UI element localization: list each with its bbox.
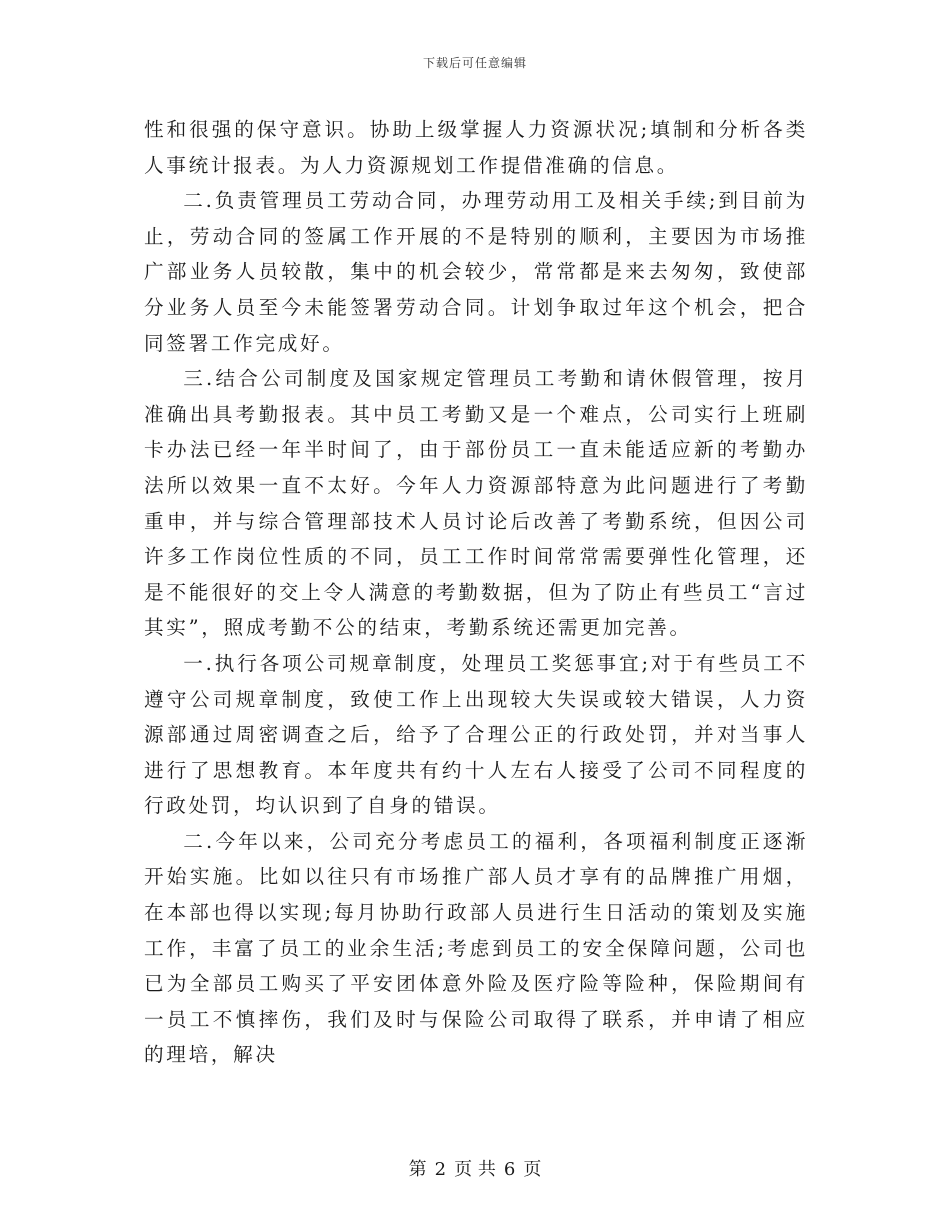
page-number: 2 [434,1159,447,1180]
paragraph-4: 一.执行各项公司规章制度，处理员工奖惩事宜;对于有些员工不遵守公司规章制度，致使工作上出现较大失误或较大错误，人力资源部通过周密调查之后，给予了合理公正的行政处罚，并对当事人进行了思想教育。本年度共有约十人左右人接受了公司不同程度的行政处罚，均认识到了自身的错误。 [144,651,808,818]
footer-prefix: 第 [408,1159,427,1180]
footer-middle: 页 共 [454,1159,496,1180]
footer-suffix: 页 [523,1159,542,1180]
page-total: 6 [503,1159,516,1180]
paragraph-5: 二.今年以来，公司充分考虑员工的福利，各项福利制度正逐渐开始实施。比如以往只有市场推广部人员才享有的品牌推广用烟，在本部也得以实现;每月协助行政部人员进行生日活动的策划及实施工作，丰富了员工的业余生活;考虑到员工的安全保障问题，公司也已为全部员工购买了平安团体意外险及医疗险等险种，保险期间有一员工不慎摔伤，我们及时与保险公司取得了联系，并申请了相应的理培，解决 [144,829,808,1067]
paragraph-3: 三.结合公司制度及国家规定管理员工考勤和请休假管理，按月准确出具考勤报表。其中员工考勤又是一个难点，公司实行上班刷卡办法已经一年半时间了，由于部份员工一直未能适应新的考勤办法所以效果一直不太好。今年人力资源部特意为此问题进行了考勤重申，并与综合管理部技术人员讨论后改善了考勤系统，但因公司许多工作岗位性质的不同，员工工作时间常常需要弹性化管理，还是不能很好的交上令人满意的考勤数据，但为了防止有些员工“言过其实”，照成考勤不公的结束，考勤系统还需更加完善。 [144,367,808,640]
page-header: 下载后可任意编辑 [422,56,527,70]
page-footer [0,1155,950,1181]
paragraph-2: 二.负责管理员工劳动合同，办理劳动用工及相关手续;到目前为止，劳动合同的签属工作开展的不是特别的顺利，主要因为市场推广部业务人员较散，集中的机会较少，常常都是来去匆匆，致使部分业务人员至今未能签署劳动合同。计划争取过年这个机会，把合同签署工作完成好。 [144,189,808,355]
document-body [144,112,808,1073]
paragraph-1: 性和很强的保守意识。协助上级掌握人力资源状况;填制和分析各类人事统计报表。为人力资源规划工作提借准确的信息。 [144,118,808,177]
